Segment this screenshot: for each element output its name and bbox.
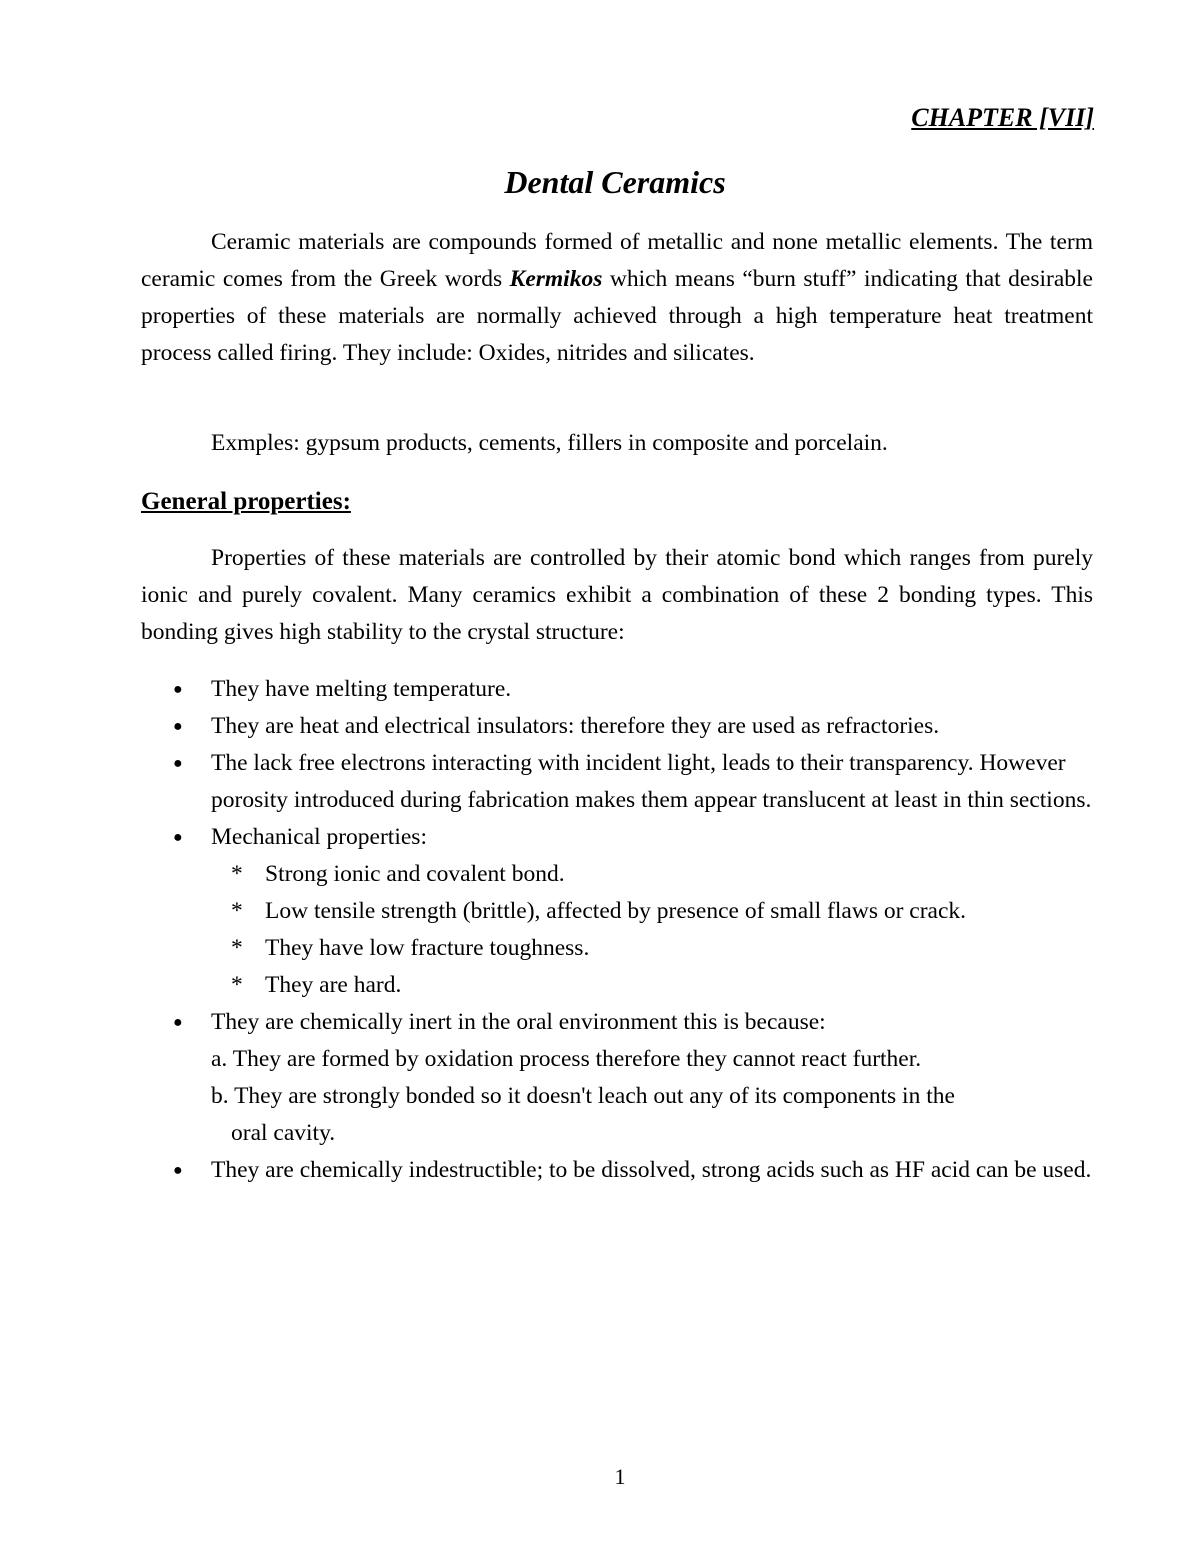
bullet-icon: ● [173, 829, 183, 846]
properties-list [141, 671, 1101, 1189]
mechanical-sublist [211, 856, 1101, 1004]
reason-a: a. They are formed by oxidation process therefore they cannot react further. [211, 1046, 922, 1072]
reason-b-text: b. They are strongly bonded so it doesn't leach out any of its components in the [211, 1083, 955, 1109]
bullet-icon: ● [173, 1014, 183, 1031]
examples-paragraph: Exmples: gypsum products, cements, fillers in composite and porcelain. [211, 430, 888, 456]
sub-list-item-text: They have low fracture toughness. [265, 935, 590, 961]
sub-list-item-text: They are hard. [265, 972, 402, 998]
properties-paragraph: Properties of these materials are controlled by their atomic bond which ranges from purely ionic and purely covalent. Many ceramics exhibit a combination of these 2 bonding types. This bonding gives high stability to the crystal structure: [141, 545, 1093, 645]
bullet-icon: ● [173, 718, 183, 735]
list-item [141, 1152, 1101, 1189]
bullet-icon: ● [173, 681, 183, 698]
section-heading-general-properties: General properties: [141, 488, 351, 515]
intro-text-end: which means “burn stuff” indicating that desirable properties of these materials are normally achieved through a high temperature heat treatment process called firing. They include: Oxides, nitrides and silicates. [141, 266, 1093, 366]
sub-list-item-text: Strong ionic and covalent bond. [265, 861, 565, 887]
page-number: 1 [614, 1464, 626, 1489]
list-item-mechanical [141, 819, 1101, 1004]
list-item-text: Mechanical properties: [211, 824, 427, 850]
intro-text-start: Ceramic materials are compounds formed of metallic and none metallic elements. The term ceramic comes from the Greek words [141, 229, 1093, 292]
list-item-text: They have melting temperature. [211, 676, 512, 702]
asterisk-icon: * [231, 935, 243, 961]
list-item [141, 708, 1101, 745]
sub-list-item [211, 930, 1101, 967]
bullet-icon: ● [173, 1162, 183, 1179]
asterisk-icon: * [231, 972, 243, 998]
list-item-text: The lack free electrons interacting with incident light, leads to their transparency. However porosity introduced during fabrication makes them appear translucent at least in thin sections. [211, 750, 1092, 813]
list-item-chemically-inert [141, 1004, 1101, 1152]
sub-list-item [211, 856, 1101, 893]
list-item-text: They are heat and electrical insulators: therefore they are used as refractories. [211, 713, 940, 739]
list-item-text: They are chemically inert in the oral environment this is because: [211, 1009, 826, 1035]
reason-b [211, 1078, 1101, 1152]
list-item-text: They are chemically indestructible; to be dissolved, strong acids such as HF acid can be used. [211, 1157, 1092, 1183]
sub-list-item [211, 893, 1101, 930]
intro-paragraph [141, 224, 1093, 372]
sub-list-item [211, 967, 1101, 1004]
asterisk-icon: * [231, 898, 243, 924]
reason-b-continuation: oral cavity. [231, 1120, 336, 1146]
keyword-kermikos: Kermikos [509, 266, 603, 292]
list-item [141, 745, 1101, 819]
chapter-label: CHAPTER [VII] [911, 103, 1094, 132]
page-title: Dental Ceramics [504, 164, 726, 200]
bullet-icon: ● [173, 755, 183, 772]
sub-list-item-text: Low tensile strength (brittle), affected by presence of small flaws or crack. [265, 898, 967, 924]
list-item [141, 671, 1101, 708]
asterisk-icon: * [231, 861, 243, 887]
